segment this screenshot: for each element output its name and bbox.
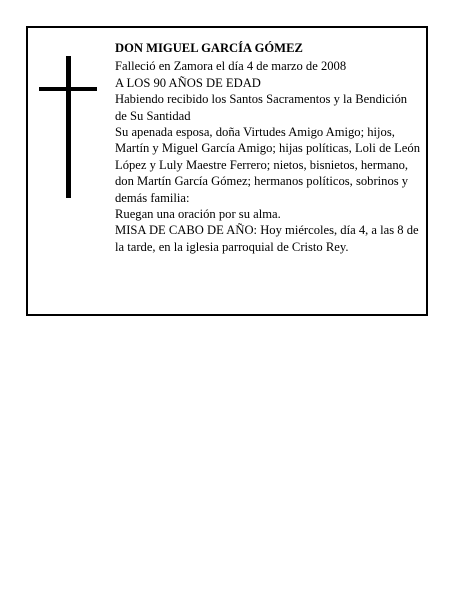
prayer-request-line: Ruegan una oración por su alma. (115, 207, 281, 222)
sacraments-line: Habiendo recibido los Santos Sacramentos y la Bendición de Su Santidad (115, 92, 408, 123)
cross-vertical-bar (66, 56, 71, 198)
death-date-line: Falleció en Zamora el día 4 de marzo de 2008 (115, 59, 347, 74)
cross-horizontal-bar (39, 87, 97, 91)
cross-icon (39, 56, 97, 198)
deceased-name: DON MIGUEL GARCÍA GÓMEZ (115, 41, 303, 55)
notice-text (115, 40, 421, 255)
obituary-notice (26, 26, 428, 316)
mass-announcement-line: MISA DE CABO DE AÑO: Hoy miércoles, día 4, a las 8 de la tarde, en la iglesia parroquial de Cristo Rey. (115, 223, 419, 254)
family-line: Su apenada esposa, doña Virtudes Amigo Amigo; hijos, Martín y Miguel García Amigo; hijas políticas, Loli de León López y Luly Maestre Ferrero; nietos, bisnietos, hermano, don Martín García Gómez; hermanos políticos, sobrinos y demás familia: (115, 125, 420, 205)
age-line: A LOS 90 AÑOS DE EDAD (115, 75, 261, 90)
